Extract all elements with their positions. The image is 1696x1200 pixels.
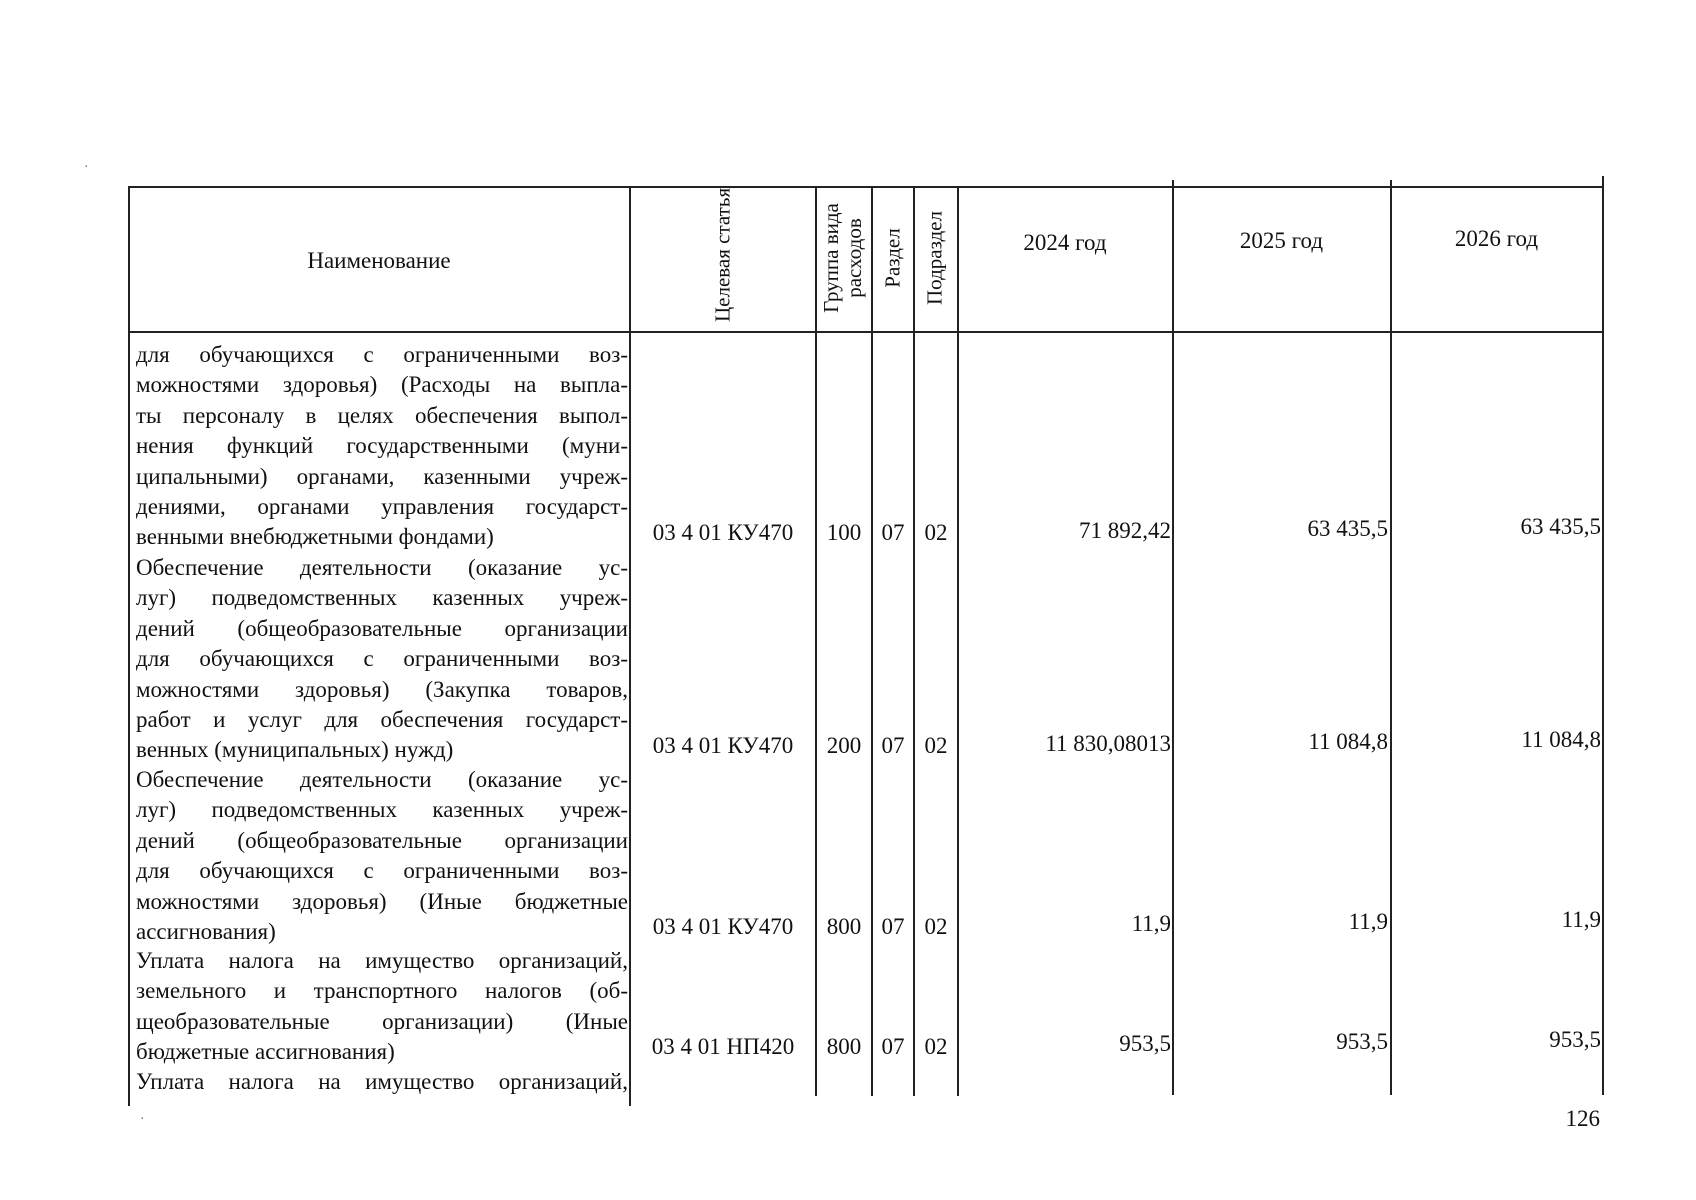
- row-1-description: для обучающихся с ограниченными воз- можностями здоровья) (Расходы на выпла- ты персоналу в целях обеспечения выпол- нения функций государственными (муни- ципальными) органами, казенными учреж- дениями, органами управления государст- венными внебюджетными фондами): [136, 342, 628, 550]
- row-4-2026: 953,5: [1549, 1027, 1601, 1052]
- col-border-name: [629, 186, 631, 1106]
- row-2-subsection: 02: [924, 733, 948, 758]
- header-2024: 2024 год: [1023, 230, 1107, 255]
- scan-speck: ·: [84, 160, 89, 175]
- row-2-2026: 11 084,8: [1521, 727, 1601, 752]
- col-border-subsection: [957, 186, 959, 1096]
- header-subsection: Подраздел: [922, 211, 947, 305]
- col-border-left: [128, 186, 130, 1106]
- row-2-section: 07: [881, 733, 905, 758]
- col-border-right: [1602, 176, 1604, 1095]
- row-3-2024: 11,9: [1131, 911, 1171, 936]
- row-3-subsection: 02: [924, 914, 948, 939]
- scan-speck: ·: [140, 1112, 145, 1127]
- row-2-2024: 11 830,08013: [1045, 731, 1171, 756]
- row-1-section: 07: [881, 520, 905, 545]
- row-4-group: 800: [826, 1034, 862, 1059]
- row-2-group: 200: [826, 733, 862, 758]
- row-3-2026: 11,9: [1561, 907, 1601, 932]
- header-2026: 2026 год: [1454, 226, 1539, 251]
- header-2025: 2025 год: [1239, 228, 1324, 253]
- row-2-code: 03 4 01 КУ470: [652, 733, 794, 758]
- row-5-description: Уплата налога на имущество организаций,: [136, 1069, 628, 1094]
- row-4-code: 03 4 01 НП420: [651, 1034, 795, 1059]
- header-expense-group: Группа вида расходов: [819, 203, 866, 313]
- row-4-section: 07: [881, 1034, 905, 1059]
- row-1-subsection: 02: [924, 520, 948, 545]
- row-1-2026: 63 435,5: [1520, 514, 1601, 539]
- col-border-2025: [1390, 180, 1392, 1095]
- header-name: Наименование: [307, 248, 451, 273]
- row-4-2025: 953,5: [1336, 1029, 1388, 1054]
- row-2-2025: 11 084,8: [1308, 729, 1388, 754]
- header-target-article: Целевая статья: [710, 187, 735, 322]
- col-border-group: [871, 186, 873, 1096]
- row-1-2025: 63 435,5: [1307, 516, 1388, 541]
- row-1-2024: 71 892,42: [1079, 518, 1171, 543]
- col-border-code: [815, 186, 817, 1096]
- header-section: Раздел: [880, 228, 905, 288]
- row-4-subsection: 02: [924, 1034, 948, 1059]
- row-4-2024: 953,5: [1119, 1031, 1171, 1056]
- row-1-code: 03 4 01 КУ470: [652, 520, 794, 545]
- header-bottom-border: [128, 331, 1603, 333]
- page-number: 126: [1565, 1106, 1600, 1131]
- row-2-description: Обеспечение деятельности (оказание ус- луг) подведомственных казенных учреж- дений (общеобразовательные организации для обучающихся с ограниченными воз- можностями здоровья) (Закупка товаров, работ и услуг для обеспечения государст- венных (муниципальных) нужд): [136, 555, 628, 763]
- col-border-2024: [1172, 180, 1174, 1095]
- row-1-group: 100: [826, 520, 862, 545]
- table-top-border: [128, 186, 1603, 188]
- row-3-group: 800: [826, 914, 862, 939]
- row-4-description: Уплата налога на имущество организаций, земельного и транспортного налогов (об- щеобразовательные организации) (Иные бюджетные ассигнования): [136, 948, 628, 1065]
- row-3-code: 03 4 01 КУ470: [652, 914, 794, 939]
- row-3-2025: 11,9: [1348, 909, 1388, 934]
- row-3-section: 07: [881, 914, 905, 939]
- row-3-description: Обеспечение деятельности (оказание ус- луг) подведомственных казенных учреж- дений (общеобразовательные организации для обучающихся с ограниченными воз- можностями здоровья) (Иные бюджетные ассигнования): [136, 767, 628, 944]
- col-border-section: [913, 186, 915, 1096]
